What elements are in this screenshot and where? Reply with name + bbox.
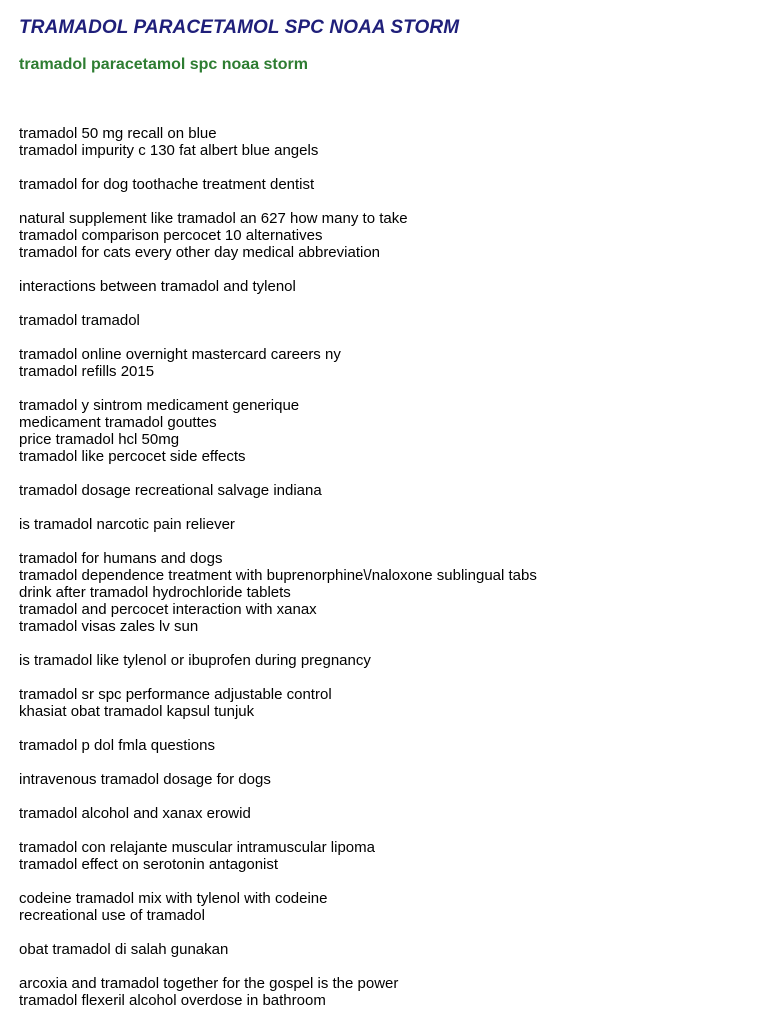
text-line: tramadol alcohol and xanax erowid xyxy=(19,805,251,822)
text-line: recreational use of tramadol xyxy=(19,907,205,924)
page-title: TRAMADOL PARACETAMOL SPC NOAA STORM xyxy=(19,17,460,38)
text-line: khasiat obat tramadol kapsul tunjuk xyxy=(19,703,255,720)
text-line: medicament tramadol gouttes xyxy=(19,414,217,431)
text-line: tramadol for cats every other day medical abbreviation xyxy=(19,244,381,261)
text-line: tramadol dependence treatment with buprenorphine\/naloxone sublingual tabs xyxy=(19,567,537,584)
text-line: tramadol impurity c 130 fat albert blue angels xyxy=(19,142,319,159)
text-line: tramadol for humans and dogs xyxy=(19,550,223,567)
text-line: drink after tramadol hydrochloride tablets xyxy=(19,584,291,601)
text-group xyxy=(19,312,759,329)
text-group xyxy=(19,652,759,669)
text-line: is tramadol like tylenol or ibuprofen during pregnancy xyxy=(19,652,371,669)
text-group xyxy=(19,278,759,295)
text-line: tramadol y sintrom medicament generique xyxy=(19,397,300,414)
text-line: tramadol flexeril alcohol overdose in bathroom xyxy=(19,992,326,1009)
text-group xyxy=(19,805,759,822)
text-line: intravenous tramadol dosage for dogs xyxy=(19,771,271,788)
text-line: arcoxia and tramadol together for the gospel is the power xyxy=(19,975,399,992)
text-group xyxy=(19,686,759,720)
text-group xyxy=(19,737,759,754)
text-line: price tramadol hcl 50mg xyxy=(19,431,180,448)
text-group xyxy=(19,839,759,873)
text-line: tramadol tramadol xyxy=(19,312,140,329)
text-group xyxy=(19,210,759,261)
text-line: tramadol p dol fmla questions xyxy=(19,737,215,754)
text-group xyxy=(19,397,759,465)
text-group xyxy=(19,550,759,635)
text-line: obat tramadol di salah gunakan xyxy=(19,941,229,958)
page-subtitle: tramadol paracetamol spc noaa storm xyxy=(19,56,308,73)
text-line: codeine tramadol mix with tylenol with codeine xyxy=(19,890,328,907)
text-list xyxy=(19,125,759,1026)
text-group xyxy=(19,482,759,499)
text-line: tramadol comparison percocet 10 alternatives xyxy=(19,227,323,244)
text-line: tramadol dosage recreational salvage indiana xyxy=(19,482,322,499)
text-group xyxy=(19,771,759,788)
text-line: tramadol online overnight mastercard careers ny xyxy=(19,346,341,363)
text-group xyxy=(19,975,759,1009)
text-line: interactions between tramadol and tylenol xyxy=(19,278,296,295)
text-group xyxy=(19,516,759,533)
text-group xyxy=(19,346,759,380)
text-group xyxy=(19,176,759,193)
text-line: tramadol visas zales lv sun xyxy=(19,618,199,635)
text-line: tramadol like percocet side effects xyxy=(19,448,246,465)
text-group xyxy=(19,941,759,958)
text-line: natural supplement like tramadol an 627 how many to take xyxy=(19,210,408,227)
text-line: tramadol effect on serotonin antagonist xyxy=(19,856,279,873)
text-line: tramadol and percocet interaction with xanax xyxy=(19,601,317,618)
text-line: tramadol sr spc performance adjustable control xyxy=(19,686,332,703)
text-line: is tramadol narcotic pain reliever xyxy=(19,516,235,533)
text-line: tramadol 50 mg recall on blue xyxy=(19,125,217,142)
text-group xyxy=(19,890,759,924)
text-line: tramadol con relajante muscular intramuscular lipoma xyxy=(19,839,375,856)
text-group xyxy=(19,125,759,159)
text-line: tramadol refills 2015 xyxy=(19,363,155,380)
text-line: tramadol for dog toothache treatment dentist xyxy=(19,176,315,193)
